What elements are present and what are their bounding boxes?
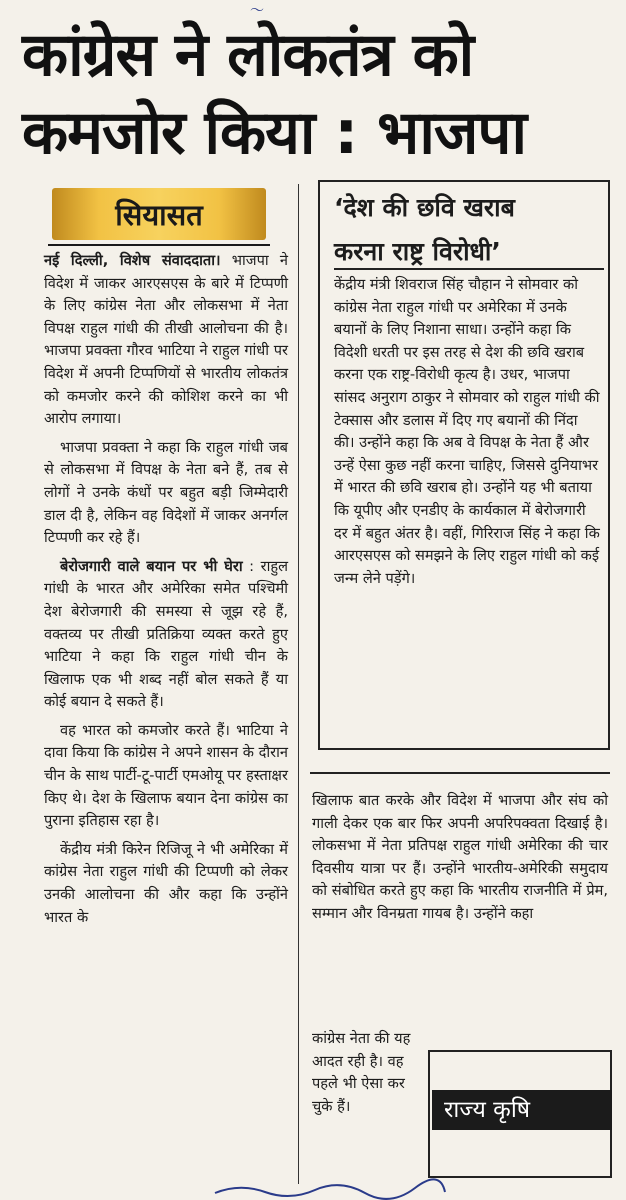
paragraph-1: नई दिल्ली, विशेष संवाददाता। भाजपा ने विदेश में जाकर आरएसएस के बारे में टिप्पणी के लिए कांग्रेस नेता और लोकसभा में नेता विपक्ष राहुल गांधी की तीखी आलोचना की है। भाजपा प्रवक्ता गौरव भाटिया ने राहुल गांधी पर विदेश में अपनी टिप्पणियों से भारतीय लोकतंत्र को कमजोर करने की कोशिश करने का भी आरोप लगाया। <box>44 252 289 428</box>
continuation-paragraph: खिलाफ बात करके और विदेश में भाजपा और संघ को गाली देकर एक बार फिर अपनी अपरिपक्वता दिखाई है। लोकसभा में नेता प्रतिपक्ष राहुल गांधी अमेरिका की चार दिवसीय यात्रा पर हैं। उन्होंने भारतीय-अमेरिकी समुदाय को संबोधित करते हुए कहा कि भारतीय राजनीति में प्रेम, सम्मान और विनम्रता गायब है। उन्होंने कहा <box>312 792 608 922</box>
column-divider <box>298 184 299 1184</box>
dateline: नई दिल्ली, विशेष संवाददाता। <box>44 252 221 269</box>
paragraph-2: भाजपा प्रवक्ता ने कहा कि राहुल गांधी जब से लोकसभा में विपक्ष के नेता बने हैं, तब से लोगों ने उनके कंधों पर बहुत बड़ी जिम्मेदारी डाल दी है, लेकिन वह विदेशों में जाकर अनर्गल टिप्पणी कर रहे हैं। <box>44 438 288 547</box>
headline <box>22 16 610 172</box>
headline-line-1: कांग्रेस ने लोकतंत्र को <box>22 20 474 90</box>
paragraph-3: बेरोजगारी वाले बयान पर भी घेरा : राहुल गांधी के भारत और अमेरिका समेत पश्चिमी देश बेरोजगारी की समस्या से जूझ रहे हैं, वक्तव्य पर तीखी प्रतिक्रिया व्यक्त करते हुए भाटिया ने कहा कि राहुल गांधी चीन के खिलाफ एक भी शब्द नहीं बोल सकते हैं या कोई बयान दे सकते हैं। <box>44 557 289 711</box>
section-rule <box>310 772 610 774</box>
teaser-label: राज्य कृषि <box>432 1090 612 1130</box>
tag-underline <box>48 244 270 246</box>
box-title-rule <box>334 268 604 270</box>
left-column <box>44 250 288 935</box>
subhead: बेरोजगारी वाले बयान पर भी घेरा <box>60 557 243 575</box>
headline-line-2: कमजोर किया : भाजपा <box>22 98 527 168</box>
right-continuation <box>312 790 608 932</box>
paragraph-5: केंद्रीय मंत्री किरेन रिजिजू ने भी अमेरिका में कांग्रेस नेता राहुल गांधी की टिप्पणी को लेकर उनकी आलोचना की और कहा कि उन्होंने भारत के <box>44 840 288 926</box>
continuation-tail: कांग्रेस नेता की यह आदत रही है। वह पहले भी ऐसा कर चुके हैं। <box>312 1030 411 1115</box>
box-title: ‘देश की छवि खराब करना राष्ट्र विरोधी’ <box>334 193 515 266</box>
section-tag: सियासत <box>52 188 266 240</box>
handwritten-mark-bottom <box>210 1178 450 1200</box>
paragraph-4: वह भारत को कमजोर करते हैं। भाटिया ने दावा किया कि कांग्रेस ने अपने शासन के दौरान चीन के साथ पार्टी-टू-पार्टी एमओयू पर हस्ताक्षर किए थे। देश के खिलाफ बयान देना कांग्रेस का पुराना इतिहास रहा है। <box>44 721 288 830</box>
handwritten-mark: 〜 <box>250 3 264 19</box>
box-body: केंद्रीय मंत्री शिवराज सिंह चौहान ने सोमवार को कांग्रेस नेता राहुल गांधी पर अमेरिका में उनके बयानों के लिए निशाना साधा। उन्होंने कहा कि विदेशी धरती पर इस तरह से देश की छवि खराब करना एक राष्ट्र-विरोधी कृत्य है। उधर, भाजपा सांसद अनुराग ठाकुर ने सोमवार को राहुल गांधी की टेक्सास और डलास में दिए गए बयानों की निंदा की। उन्होंने कहा कि अब वे विपक्ष के नेता हैं और उन्हें ऐसा कुछ नहीं करना चाहिए, जिससे दुनियाभर में भारत की छवि खराब हो। उन्होंने यह भी बताया कि यूपीए और एनडीए के कार्यकाल में बेरोजगारी दर में बहुत अंतर है। वहीं, गिरिराज सिंह ने कहा कि आरएसएस को समझने के लिए राहुल गांधी को कई जन्म लेने पड़ेंगे। <box>334 276 600 587</box>
